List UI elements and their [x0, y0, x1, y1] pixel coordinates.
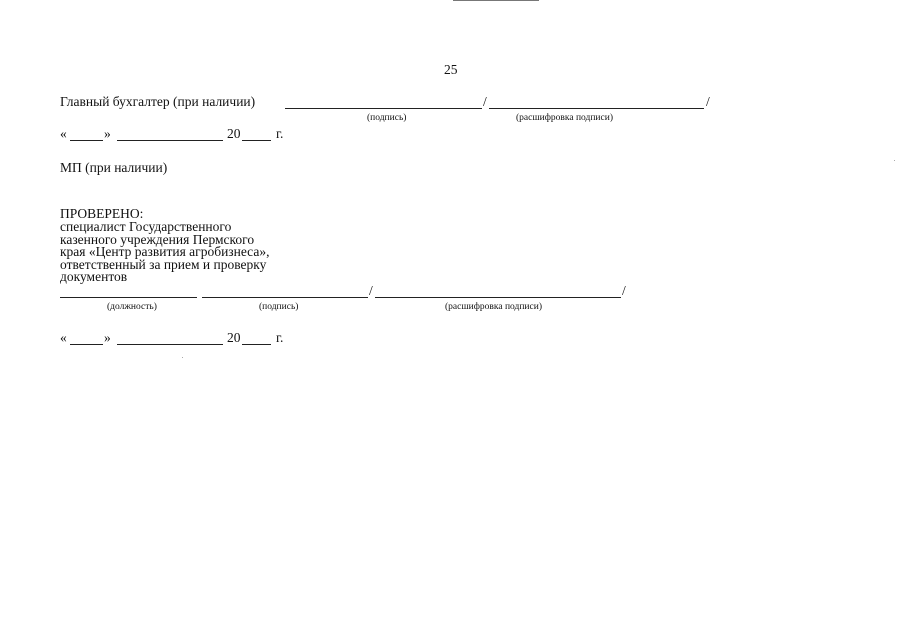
date-month-line [117, 140, 223, 141]
scan-speck [894, 160, 895, 161]
checked-description-line: ответственный за прием и проверку [60, 256, 267, 272]
checked-description-line: края «Центр развития агробизнеса», [60, 244, 270, 259]
position-line [60, 297, 197, 298]
checked-description [60, 221, 269, 284]
date-year-prefix: 20 [227, 126, 241, 141]
checker-decoding-line [375, 297, 621, 298]
position-caption: (должность) [107, 302, 157, 312]
date-day-line [70, 344, 103, 345]
decoding-caption: (расшифровка подписи) [445, 302, 542, 312]
checked-heading: ПРОВЕРЕНО: [60, 206, 144, 221]
chief-accountant-decoding-line [489, 108, 704, 109]
checker-signature-line [202, 297, 368, 298]
date-day-line [70, 140, 103, 141]
date-year-line [242, 140, 271, 141]
slash-separator: / [706, 94, 710, 109]
slash-separator: / [483, 94, 487, 109]
date-open-quote: « [60, 126, 67, 141]
date-year-suffix: г. [276, 330, 284, 345]
scan-artifact-line [453, 0, 539, 1]
scan-speck [182, 357, 183, 358]
date-close-quote: » [104, 126, 111, 141]
date-open-quote: « [60, 330, 67, 345]
checked-description-line: специалист Государственного [60, 219, 232, 234]
date-close-quote: » [104, 330, 111, 345]
signature-caption: (подпись) [367, 113, 407, 123]
slash-separator: / [622, 283, 626, 298]
date-year-suffix: г. [276, 126, 284, 141]
date-month-line [117, 344, 223, 345]
page-number: 25 [444, 62, 458, 77]
checked-description-line: казенного учреждения Пермского [60, 231, 255, 247]
date-year-line [242, 344, 271, 345]
date-year-prefix: 20 [227, 330, 241, 345]
chief-accountant-signature-line [285, 108, 482, 109]
seal-label: МП (при наличии) [60, 160, 168, 175]
slash-separator: / [369, 283, 373, 298]
signature-caption: (подпись) [259, 302, 299, 312]
decoding-caption: (расшифровка подписи) [516, 113, 613, 123]
chief-accountant-label: Главный бухгалтер (при наличии) [60, 94, 256, 109]
checked-description-line: документов [60, 269, 128, 284]
